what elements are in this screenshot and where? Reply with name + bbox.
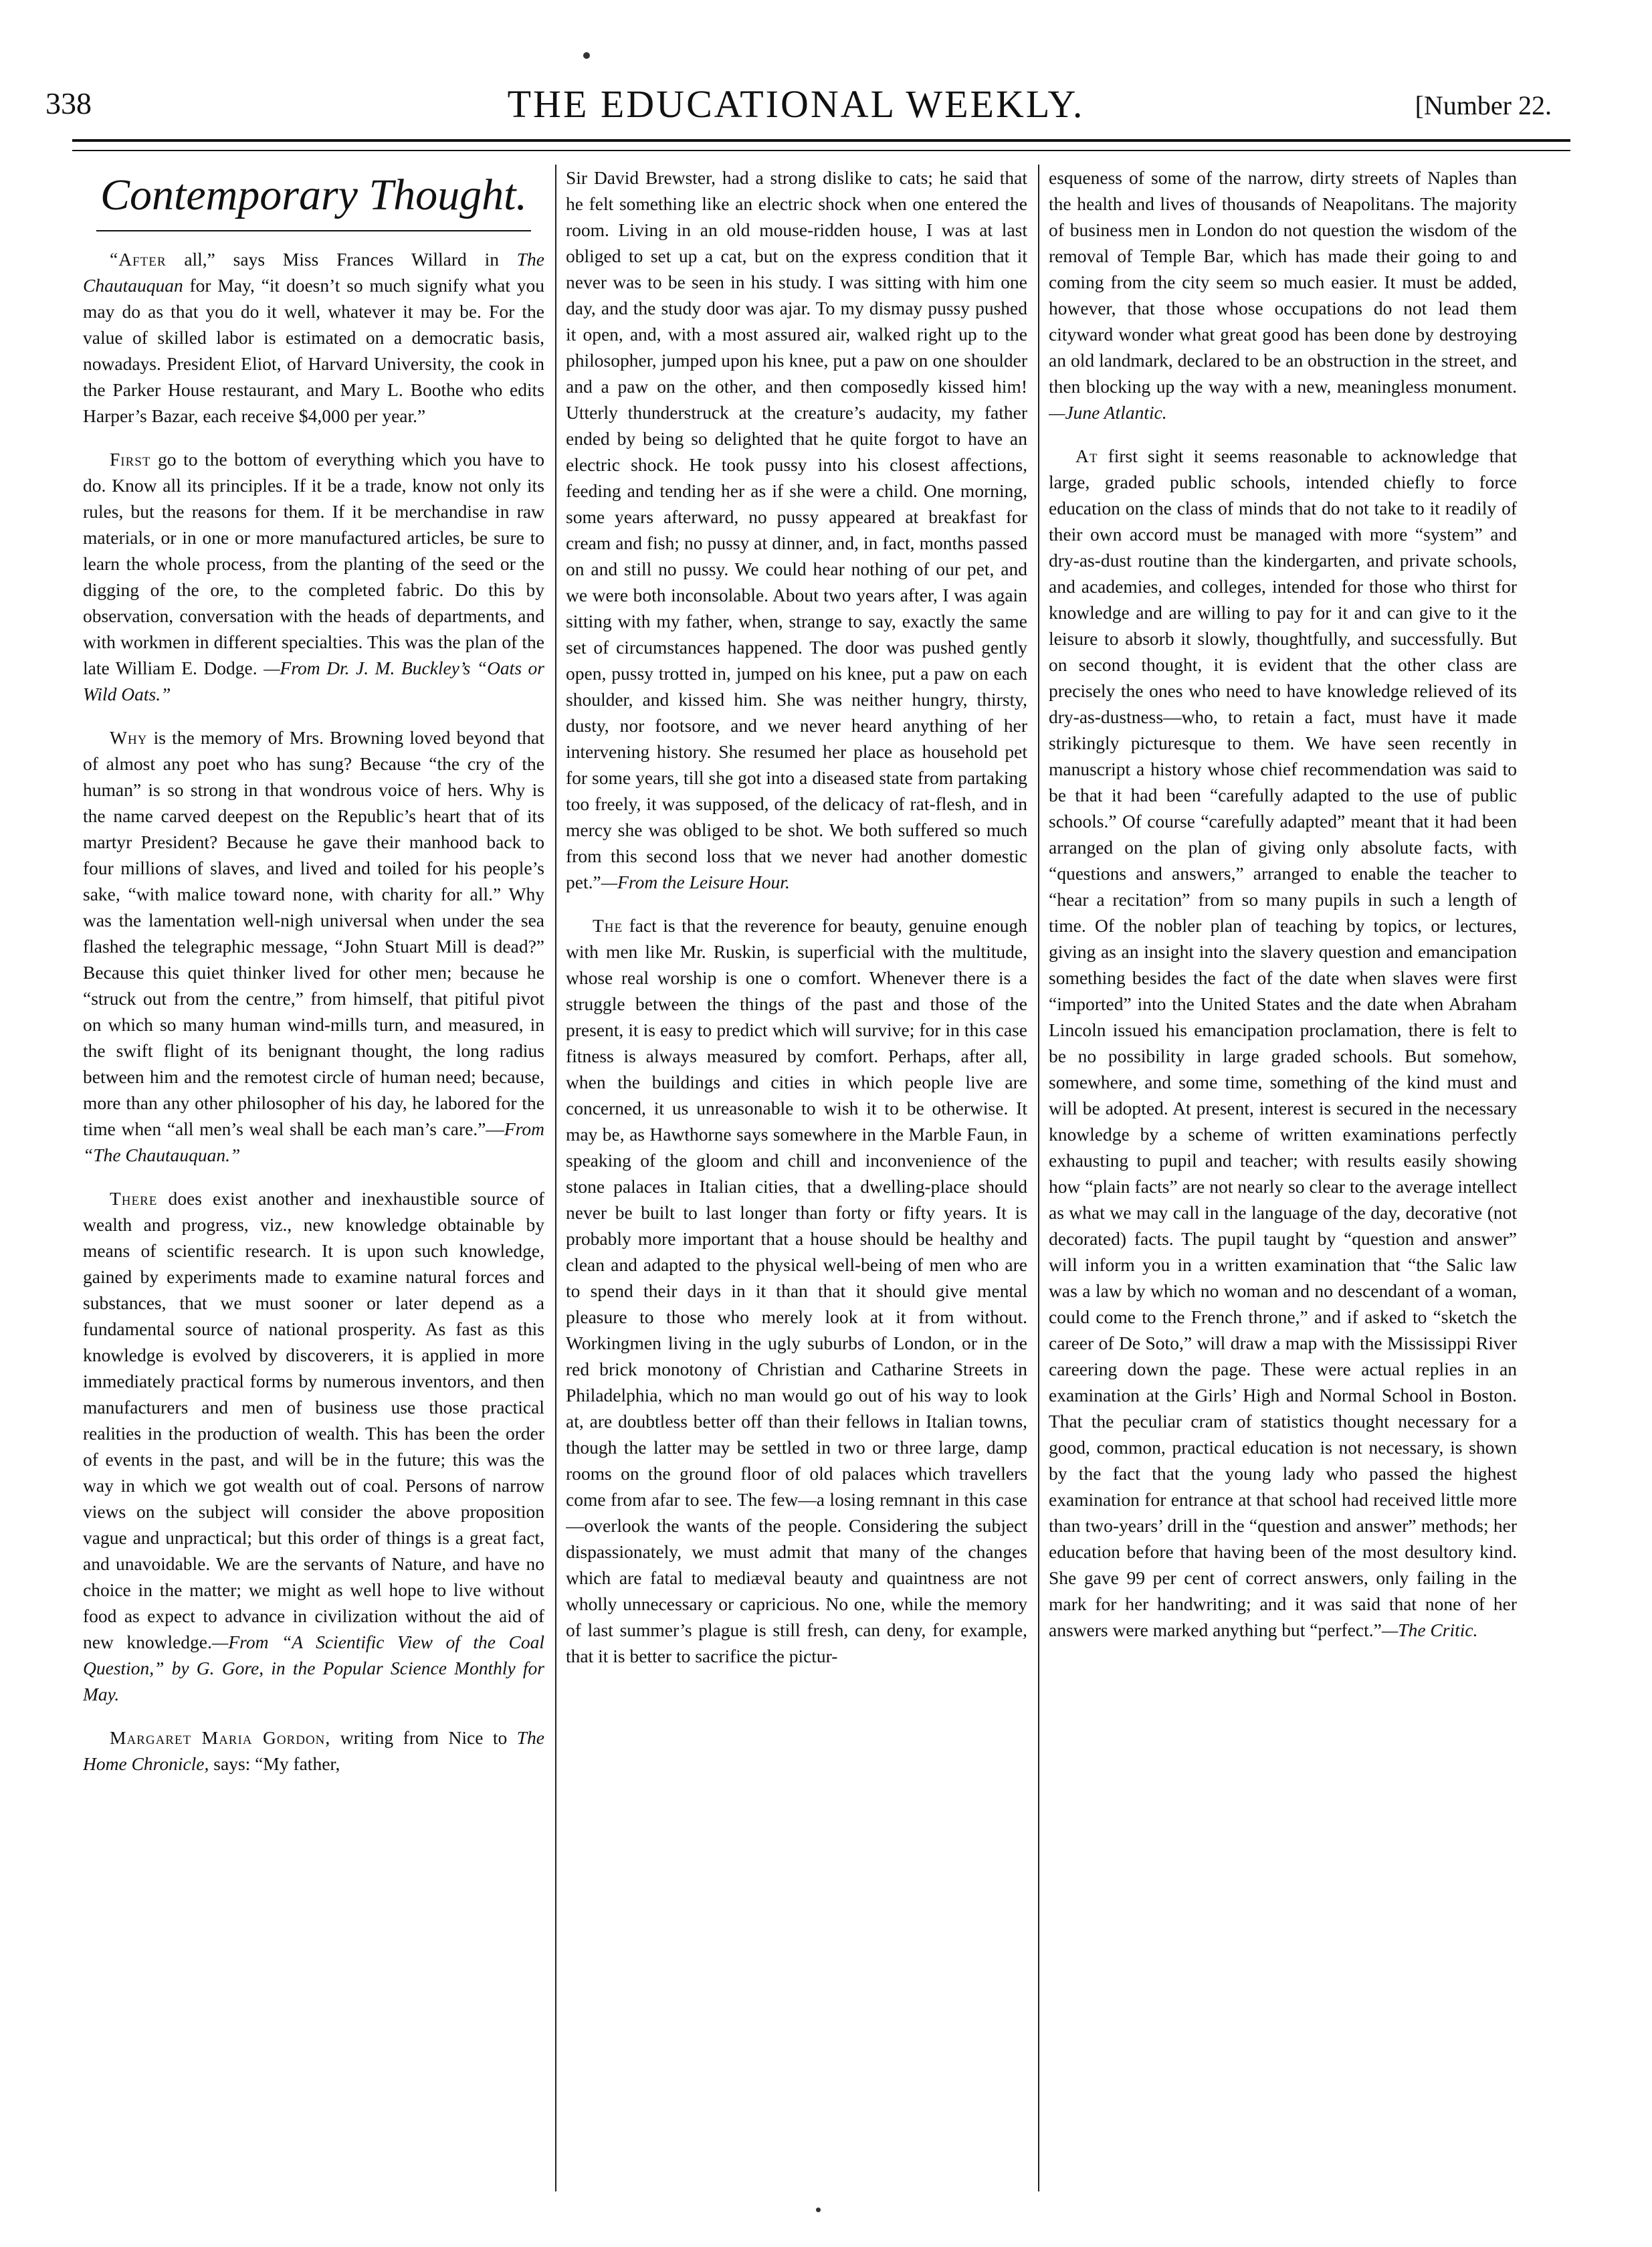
- header-rule: [72, 139, 1570, 142]
- column-3: [1049, 165, 1517, 2198]
- source-citation: From “The Chautauquan.”: [83, 1118, 544, 1165]
- article-paragraph: [566, 165, 1027, 895]
- column-2: [566, 165, 1027, 2198]
- article-paragraph: [1049, 165, 1517, 425]
- lead-word: Margaret Maria Gordon,: [110, 1727, 331, 1748]
- paragraph-text: esqueness of some of the narrow, dirty streets of Naples than the health and lives of thousands of Neapolitans. The majority of business men in London do not question the wisdom of the removal of Temple Bar, which has made their going to and coming from the city seem so much easier. It must be added, however, that those whose occupations do not lead them cityward wonder what great good has been done by destroying an old landmark, declared to be an obstruction in the street, and then blocking up the way with a new, meaningless monument.: [1049, 167, 1517, 397]
- column-1: [83, 165, 544, 2198]
- section-title: Contemporary Thought.: [100, 171, 528, 219]
- paragraph-text: is the memory of Mrs. Browning loved beyond that of almost any poet who has sung? Because “the cry of the human” is so strong in that wondrous voice of hers. Why is the name carved deepest on the Republic’s heart that of its martyr President? Because he gave their manhood back to four millions of slaves, and lived and toiled for his people’s sake, “with malice toward none, with charity for all.” Why was the lamentation well-nigh universal when under the sea flashed the telegraphic message, “John Stuart Mill is dead?” Because this quiet thinker lived for other men; because he “struck out from the centre,” from himself, that pitiful pivot on which so many human wind-mills turn, and measured, in the swift flight of its benignant thought, the long radius between him and the remotest circle of human need; because, more than any other philosopher of his day, he labored for the time when “all men’s weal shall be each man’s care.”—: [83, 727, 544, 1139]
- paragraph-text: fact is that the reverence for beauty, genuine enough with men like Mr. Ruskin, is superficial with the multitude, whose real worship is one o comfort. Whenever there is a struggle between the things of the past and those of the present, it is easy to predict which will survive; for in this case fitness is always measured by comfort. Perhaps, after all, when the buildings and cities in which people live are concerned, it us unreasonable to wish it to be otherwise. It may be, as Hawthorne says somewhere in the Marble Faun, in speaking of the gloom and chill and inconvenience of the stone palaces in Italian cities, that a dwelling-place should never be built to last longer than forty or fifty years. It is probably more important that a house should be healthy and clean and adapted to the physical well-being of men who are to spend their days in it than that it should give mental pleasure to those who merely look at it from without. Workingmen living in the ugly suburbs of London, or in the red brick monotony of Christian and Catharine Streets in Philadelphia, which no man would go out of his way to look at, are doubtless better off than their fellows in Italian towns, though the latter may be settled in two or three large, damp rooms on the ground floor of old palaces which travellers come from afar to see. The few—a losing remnant in this case—overlook the wants of the people. Considering the subject dispassionately, we must admit that many of the changes which are fatal to mediæval beauty and quaintness are not wholly unnecessary or capricious. No one, while the memory of last summer’s plague is still fresh, can deny, for example, that it is better to sacrifice the pictur-: [566, 915, 1027, 1666]
- header-rule-thin: [72, 150, 1570, 151]
- page-header: [40, 79, 1552, 132]
- paragraph-text: writing from Nice to: [330, 1727, 517, 1748]
- source-citation: —June Atlantic.: [1049, 402, 1167, 423]
- article-paragraph: [83, 446, 544, 707]
- source-citation: The Chautauquan: [83, 249, 544, 296]
- paragraph-text: all,” says Miss Frances Willard in: [166, 249, 517, 270]
- paragraph-text: Sir David Brewster, had a strong dislike to cats; he said that he felt something like an electric shock when one entered the room. Living in an old mouse-ridden house, I was at last obliged to set up a cat, but on the express condition that it never was to be seen in his study. I was sitting with him one day, and the study door was ajar. To my dismay pussy pushed it open, and, with a most assured air, walked right up to the philosopher, jumped upon his knee, put a paw on one shoulder and a paw on the other, and then composedly kissed him! Utterly thunderstruck at the creature’s audacity, my father ended by being so delighted that he quite forgot to have an electric shock. He took pussy into his closest affections, feeding and tending her as if she were a child. One morning, some years afterward, no pussy appeared at breakfast for cream and fish; no pussy at dinner, and, in fact, months passed on and still no pussy. We could hear nothing of our pet, and we were both inconsolable. About two years after, I was again sitting with my father, when, strange to say, exactly the same set of circumstances happened. The door was pushed gently open, pussy trotted in, jumped on his knee, put a paw on each shoulder, and kissed him. She was neither hungry, thirsty, dusty, nor footsore, and we never heard anything of her intervening history. She resumed her place as household pet for some years, till she got into a diseased state from partaking too freely, it was supposed, of the delicacy of rat-flesh, and in mercy she was obliged to be shot. We both suffered so much from this second loss that we never had another domestic pet.”: [566, 167, 1027, 892]
- paragraph-text: says: “My father,: [209, 1753, 340, 1774]
- article-paragraph: [83, 724, 544, 1168]
- paragraph-text: does exist another and inexhaustible source of wealth and progress, viz., new knowledge obtainable by means of scientific research. It is upon such knowledge, gained by experiments made to examine natural forces and substances, that we must sooner or later depend as a fundamental source of national prosperity. As fast as this knowledge is evolved by discoverers, it is applied in more immediately practical forms by numerous inventors, and then manufacturers and men of business use those practical realities in the production of wealth. This has been the order of events in the past, and will be in the future; this was the way in which we got wealth out of coal. Persons of narrow views on the subject will consider the above proposition vague and unpractical; but this order of things is a great fact, and unavoidable. We are the servants of Nature, and have no choice in the matter; we might as well hope to live without food as expect to advance in civilization without the aid of new knowledge.: [83, 1188, 544, 1652]
- article-paragraph: [1049, 443, 1517, 1643]
- lead-word: Why: [110, 727, 148, 748]
- lead-word: The: [593, 915, 623, 936]
- section-title-rule: [96, 230, 531, 231]
- source-citation: —The Critic.: [1381, 1620, 1478, 1640]
- source-citation: The Home Chronicle,: [83, 1727, 544, 1774]
- ink-spot: [583, 52, 590, 59]
- paragraph-text: go to the bottom of everything which you have to do. Know all its principles. If it be a trade, know not only its rules, but the reasons for them. If it be merchandise in raw materials, or in one or more manufactured articles, be sure to learn the whole process, from the planting of the seed or the digging of the ore, to the completed fabric. Do this by observation, conversation with the heads of departments, and with workmen in different specialties. This was the plan of the late William E. Dodge.: [83, 449, 544, 678]
- source-citation: —From Dr. J. M. Buckley’s “Oats or Wild Oats.”: [83, 658, 544, 704]
- paragraph-text: for May, “it doesn’t so much signify what you may do as that you do it well, whatever it may be. For the value of skilled labor is estimated on a democratic basis, nowadays. President Eliot, of Harvard University, the cook in the Parker House restaurant, and Mary L. Boothe who edits Harper’s Bazar, each receive $4,000 per year.”: [83, 275, 544, 426]
- article-paragraph: [83, 1185, 544, 1707]
- lead-word: First: [110, 449, 151, 470]
- lead-word: “After: [110, 249, 167, 270]
- issue-number: [Number 22.: [1415, 90, 1552, 120]
- lead-word: At: [1075, 446, 1098, 466]
- ink-spot: [816, 2208, 821, 2212]
- article-paragraph: [83, 1725, 544, 1777]
- lead-word: There: [110, 1188, 158, 1209]
- source-citation: —From “A Scientific View of the Coal Question,” by G. Gore, in the Popular Science Monthly for May.: [83, 1632, 544, 1704]
- paragraph-text: first sight it seems reasonable to acknowledge that large, graded public schools, intended chiefly to force education on the class of minds that do not take to it readily of their own accord must be managed with more “system” and dry-as-dust routine than the kindergarten, and private schools, and academies, and colleges, intended for those who thirst for knowledge and are willing to pay for it and can give to it the leisure to absorb it slowly, thoughtfully, and successfully. But on second thought, it is evident that the other class are precisely the ones who need to have knowledge relieved of its dry-as-dustness—who, to retain a fact, must have it made strikingly picturesque to them. We have seen recently in manuscript a history whose chief recommendation was said to be that it had been “carefully adapted to the use of public schools.” Of course “carefully adapted” meant that it had been arranged on the plan of giving only absolute facts, with “questions and answers,” arranged to enable the teacher to “hear a recitation” from so many pupils in such a length of time. Of the nobler plan of teaching by topics, or lectures, giving as an insight into the slavery question and emancipation something besides the fact of the date when slaves were first “imported” into the United States and the date when Abraham Lincoln issued his emancipation proclamation, there is felt to be no possibility in large graded schools. But somehow, somewhere, and some time, something of the kind must and will be adopted. At present, interest is secured in the necessary knowledge by a scheme of written examinations perfectly exhausting to pupil and teacher; with results easily showing how “plain facts” are not nearly so clear to the average intellect as what we may call in the language of the day, decorative (not decorated) facts. The pupil taught by “question and answer” will inform you in a written examination that “the Salic law was a law by which no woman and no descendant of a woman, could come to the French throne,” and if asked to “sketch the career of De Soto,” will draw a map with the Mississippi River careering down the page. These were actual replies in an examination at the Girls’ High and Normal School in Boston. That the peculiar cram of statistics thought necessary for a good, common, practical education is not necessary, is shown by the fact that the young lady who passed the highest examination for entrance at that school had received little more than two-years’ drill in the “question and answer” methods; her education before that having been of the most desultory kind. She gave 99 per cent of correct answers, only failing in the mark for her handwriting; and it was said that none of her answers were marked anything but “perfect.”: [1049, 446, 1517, 1640]
- column-divider: [1038, 165, 1039, 2191]
- page-number: 338: [45, 86, 92, 120]
- article-paragraph: [566, 912, 1027, 1669]
- journal-title: THE EDUCATIONAL WEEKLY.: [507, 82, 1085, 126]
- article-paragraph: [83, 246, 544, 429]
- column-divider: [555, 165, 556, 2191]
- source-citation: —From the Leisure Hour.: [601, 872, 790, 892]
